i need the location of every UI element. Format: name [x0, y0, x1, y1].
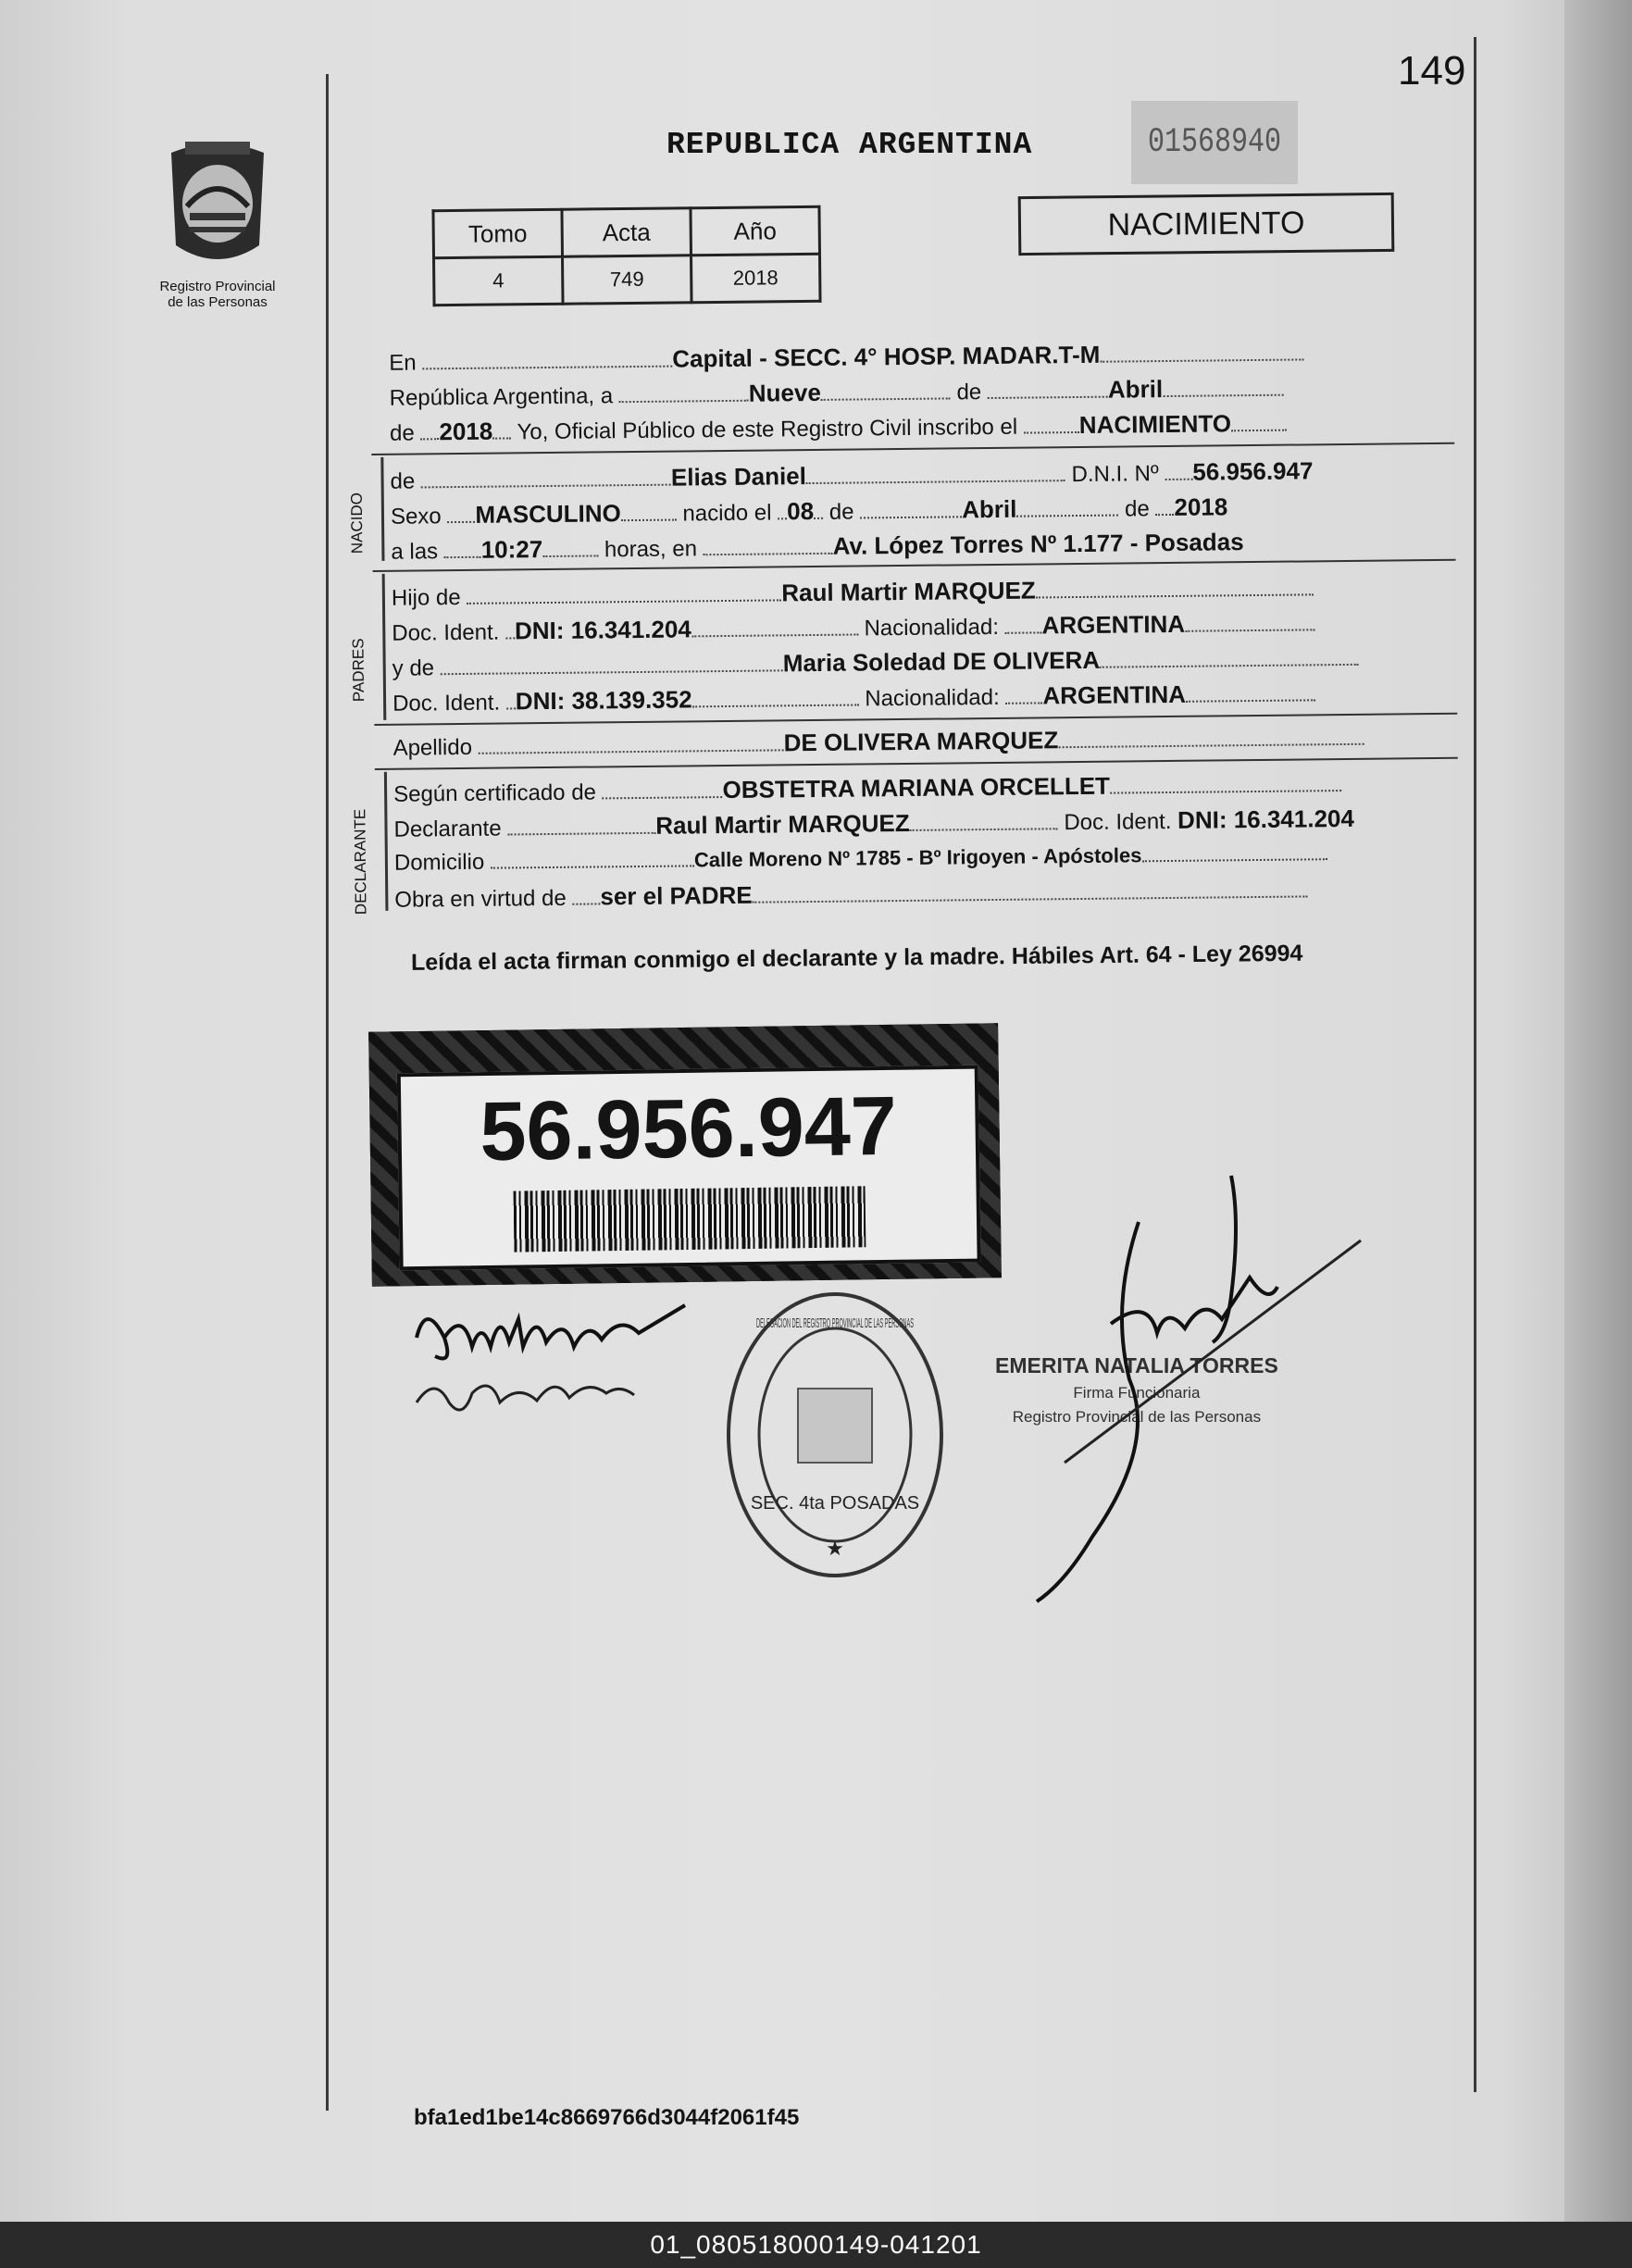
mother-nationality-value: ARGENTINA	[1042, 679, 1187, 710]
doc-ident-label: Doc. Ident.	[1064, 808, 1172, 836]
domicilio-value: Calle Moreno Nº 1785 - Bº Irigoyen - Apóstoles	[693, 843, 1142, 872]
coat-of-arms-icon	[157, 134, 278, 273]
sticker-label	[397, 1065, 981, 1271]
registry-table	[431, 206, 821, 306]
certificado-label: Según certificado de	[392, 779, 597, 807]
padres-side-label: PADRES	[349, 638, 368, 703]
father-doc-value: DNI: 16.341.204	[514, 615, 691, 645]
declarante-name-value: Raul Martir MARQUEZ	[655, 808, 910, 840]
sexo-value: MASCULINO	[475, 499, 621, 529]
birth-month-value: Abril	[961, 494, 1017, 524]
declarante-doc-value: DNI: 16.341.204	[1177, 804, 1355, 834]
record-type-box: NACIMIENTO	[1018, 193, 1395, 255]
tomo-value: 4	[434, 256, 564, 305]
table-header: Año	[691, 206, 820, 255]
birth-place-value: Av. López Torres Nº 1.177 - Posadas	[832, 528, 1244, 560]
child-name-value: Elias Daniel	[670, 462, 807, 492]
table-header: Tomo	[433, 209, 563, 257]
en-label: En	[389, 350, 417, 376]
declarante-side-label: DECLARANTE	[351, 808, 370, 916]
official-signature	[1000, 1166, 1370, 1611]
nacionalidad-label: Nacionalidad:	[865, 684, 1000, 712]
certificado-value: OBSTETRA MARIANA ORCELLET	[722, 771, 1111, 804]
acta-value: 749	[563, 255, 692, 304]
father-signature	[407, 1282, 759, 1449]
nacido-side-label: NACIDO	[347, 492, 367, 555]
oficial-text: Yo, Oficial Público de este Registro Civil inscribo el	[517, 414, 1018, 445]
official-office: Registro Provincial de las Personas	[1012, 1408, 1262, 1426]
sticker-dni-number: 56.956.947	[479, 1079, 898, 1179]
scan-id: 01_080518000149-041201	[650, 2230, 982, 2259]
dni-sticker	[368, 1023, 1002, 1286]
logo-caption-line1: Registro Provincial	[159, 279, 276, 294]
barcode-icon	[514, 1186, 866, 1252]
apellido-label: Apellido	[392, 734, 473, 761]
sexo-label: Sexo	[390, 504, 442, 530]
child-dni-value: 56.956.947	[1192, 456, 1314, 486]
declarante-label: Declarante	[393, 816, 502, 842]
birth-time-value: 10:27	[480, 535, 543, 564]
doc-ident-label: Doc. Ident.	[392, 690, 501, 717]
serial-number: 01568940	[1131, 101, 1298, 184]
table-header: Acta	[562, 208, 691, 256]
registry-logo	[139, 134, 296, 310]
official-seal	[722, 1287, 949, 1583]
birth-year-value: 2018	[1174, 492, 1228, 521]
seal-inner-text: SEC. 4ta POSADAS	[750, 1493, 920, 1514]
republica-label: República Argentina, a	[389, 383, 614, 411]
de-label: de	[828, 499, 854, 525]
dni-label: D.N.I. Nº	[1071, 461, 1159, 488]
obra-value: ser el PADRE	[600, 880, 753, 911]
year-value: 2018	[439, 417, 493, 446]
father-nationality-value: ARGENTINA	[1041, 609, 1186, 640]
a-las-label: a las	[391, 539, 439, 565]
domicilio-label: Domicilio	[393, 849, 485, 876]
de-label: de	[1124, 496, 1150, 522]
obra-label: Obra en virtud de	[394, 885, 567, 913]
de-label: de	[390, 468, 416, 494]
official-name: EMERITA NATALIA TORRES	[995, 1353, 1278, 1377]
left-margin-line	[326, 74, 329, 2111]
father-name-value: Raul Martir MARQUEZ	[781, 576, 1036, 607]
ano-value: 2018	[691, 254, 820, 302]
mother-name-value: Maria Soledad DE OLIVERA	[782, 645, 1101, 678]
logo-caption-line2: de las Personas	[168, 294, 268, 310]
de-label: de	[389, 420, 415, 446]
day-value: Nueve	[748, 378, 821, 407]
right-margin-line	[1474, 37, 1476, 2092]
seal-outer-text: DELEGACION DEL REGISTRO PROVINCIAL DE LAS PERSONAS	[756, 1315, 914, 1331]
de-label: de	[956, 380, 982, 405]
nacido-el-label: nacido el	[682, 500, 772, 527]
page-edge	[1564, 0, 1632, 2222]
horas-label: horas, en	[604, 536, 698, 563]
country-heading: REPUBLICA ARGENTINA	[667, 128, 1033, 162]
closing-note: Leída el acta firman conmigo el declarante y la madre. Hábiles Art. 64 - Ley 26994	[410, 940, 1303, 976]
y-de-label: y de	[392, 655, 435, 681]
official-title: Firma Funcionaria	[1073, 1384, 1201, 1402]
event-value: NACIMIENTO	[1078, 409, 1232, 439]
hijo-de-label: Hijo de	[391, 584, 461, 611]
document-hash: bfa1ed1be14c8669766d3044f2061f45	[414, 2105, 800, 2130]
apellido-value: DE OLIVERA MARQUEZ	[783, 726, 1059, 757]
mother-doc-value: DNI: 38.139.352	[515, 685, 692, 716]
nacionalidad-label: Nacionalidad:	[864, 614, 1000, 642]
month-value: Abril	[1107, 375, 1164, 404]
star-icon: ★	[826, 1537, 844, 1560]
page-number: 149	[1398, 48, 1466, 93]
place-value: Capital - SECC. 4° HOSP. MADAR.T-M	[672, 340, 1101, 373]
birth-day-value: 08	[787, 496, 815, 526]
doc-ident-label: Doc. Ident.	[392, 619, 500, 646]
